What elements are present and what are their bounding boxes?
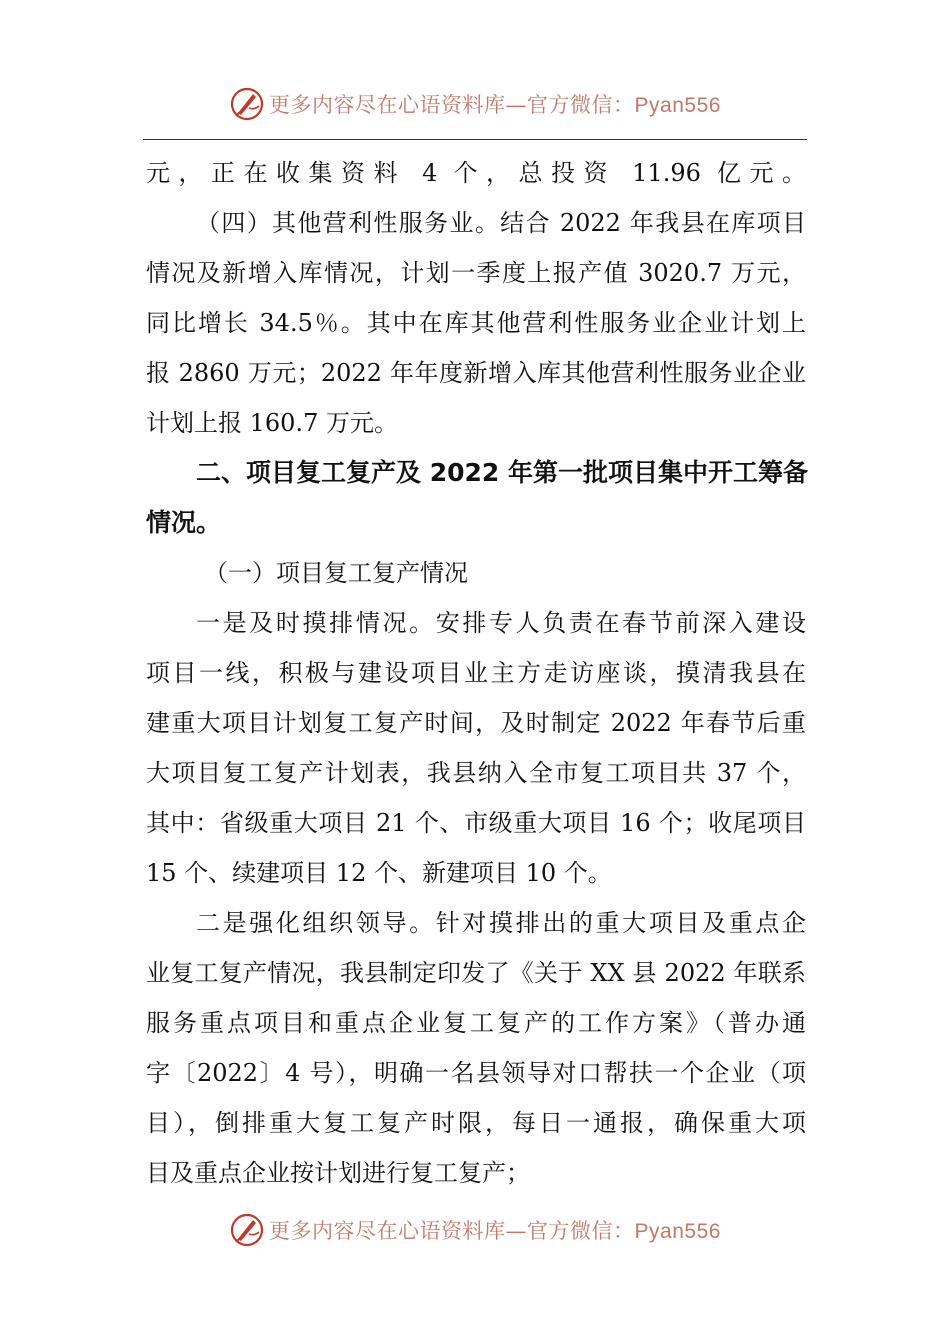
body-line: 计划上报 160.7 万元。 bbox=[146, 409, 398, 437]
header-banner bbox=[0, 82, 950, 126]
body-line: 同比增长 34.5％。其中在库其他营利性服务业企业计划上 bbox=[146, 309, 806, 337]
body-line: 其中：省级重大项目 21 个、市级重大项目 16 个；收尾项目 bbox=[146, 809, 806, 837]
footer-banner-text: 更多内容尽在心语资料库—官方微信：Pyan556 bbox=[269, 1219, 721, 1243]
body-line: 报 2860 万元；2022 年年度新增入库其他营利性服务业企业 bbox=[146, 359, 806, 387]
body-line: 建重大项目计划复工复产时间，及时制定 2022 年春节后重 bbox=[146, 709, 806, 737]
body-line: 服务重点项目和重点企业复工复产的工作方案》（普办通 bbox=[146, 1009, 806, 1037]
body-line: 字〔2022〕4 号），明确一名县领导对口帮扶一个企业（项 bbox=[146, 1059, 806, 1087]
body-line: 目及重点企业按计划进行复工复产； bbox=[146, 1159, 530, 1187]
quill-seal-icon bbox=[229, 86, 265, 122]
document-body bbox=[146, 148, 806, 1198]
section-heading: 二、项目复工复产及 2022 年第一批项目集中开工筹备 bbox=[196, 458, 808, 487]
body-line: 项目一线，积极与建设项目业主方走访座谈，摸清我县在 bbox=[146, 659, 806, 687]
body-line: 业复工复产情况，我县制定印发了《关于 XX 县 2022 年联系 bbox=[146, 959, 806, 987]
header-banner-text: 更多内容尽在心语资料库—官方微信：Pyan556 bbox=[269, 93, 721, 117]
body-line: 15 个、续建项目 12 个、新建项目 10 个。 bbox=[146, 859, 612, 887]
section-heading-cont: 情况。 bbox=[146, 508, 222, 537]
body-line: 二是强化组织领导。针对摸排出的重大项目及重点企 bbox=[196, 909, 806, 937]
quill-seal-icon bbox=[229, 1212, 265, 1248]
header-rule bbox=[143, 139, 807, 140]
body-line: 大项目复工复产计划表，我县纳入全市复工项目共 37 个， bbox=[146, 759, 806, 787]
header-wechat-id: Pyan556 bbox=[634, 94, 721, 117]
subsection-heading: （一）项目复工复产情况 bbox=[204, 559, 468, 587]
body-line: （四）其他营利性服务业。结合 2022 年我县在库项目 bbox=[196, 209, 806, 237]
footer-wechat-id: Pyan556 bbox=[634, 1220, 721, 1243]
footer-banner bbox=[0, 1208, 950, 1252]
body-line: 元，正在收集资料 4 个，总投资 11.96 亿元。 bbox=[146, 159, 806, 187]
body-line: 目），倒排重大复工复产时限，每日一通报，确保重大项 bbox=[146, 1109, 806, 1137]
body-line: 情况及新增入库情况，计划一季度上报产值 3020.7 万元， bbox=[146, 259, 806, 287]
body-line: 一是及时摸排情况。安排专人负责在春节前深入建设 bbox=[196, 609, 806, 637]
